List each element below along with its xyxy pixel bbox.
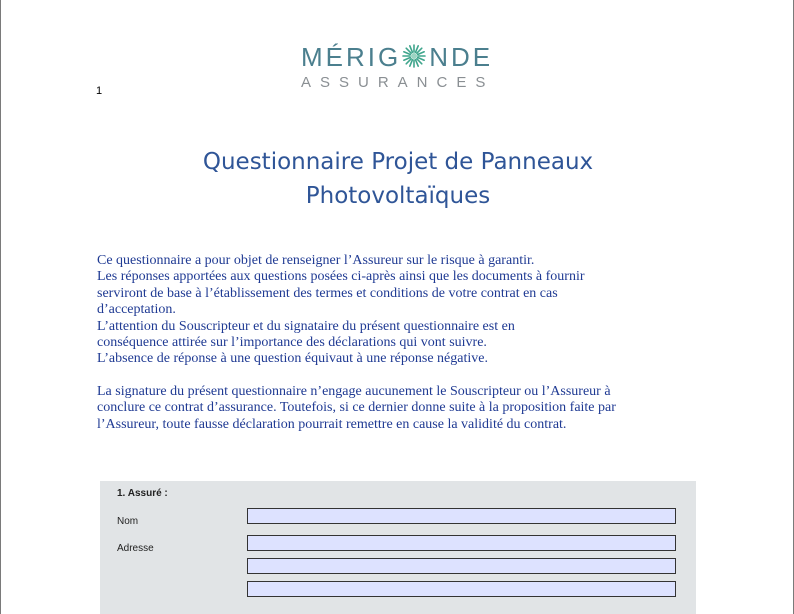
sun-icon (401, 42, 427, 70)
section-title-assure: 1. Assuré : (117, 488, 168, 499)
logo-brand-end: NDE (429, 42, 494, 72)
intro-line: d’acceptation. (97, 302, 176, 318)
paragraph-gap (97, 368, 677, 384)
notice-line: conclure ce contrat d’assurance. Toutefois, si ce dernier donne suite à la proposition faite par (97, 400, 616, 416)
nom-label: Nom (117, 516, 139, 527)
notice-line: l’Assureur, toute fausse déclaration pourrait remettre en cause la validité du contrat. (97, 416, 567, 432)
nom-input[interactable] (247, 508, 676, 524)
adresse-input-line-3[interactable] (247, 581, 676, 597)
intro-text (97, 253, 677, 433)
intro-line: L’attention du Souscripteur et du signataire du présent questionnaire est en (97, 318, 515, 334)
title-line-1: Questionnaire Projet de Panneaux (202, 149, 594, 175)
page-number: 1 (96, 85, 103, 97)
document-title (1, 145, 794, 213)
adresse-input-line-1[interactable] (247, 535, 676, 551)
intro-line: Les réponses apportées aux questions posées ci-après ainsi que les documents à fournir (97, 269, 585, 285)
logo-wordmark (301, 42, 493, 72)
logo-brand-start: MÉRIG (301, 42, 402, 72)
intro-line: serviront de base à l’établissement des termes et conditions de votre contrat en cas (97, 285, 558, 301)
logo-tagline: ASSURANCES (301, 74, 495, 91)
intro-line: conséquence attirée sur l’importance des déclarations qui vont suivre. (97, 335, 487, 351)
intro-line: L’absence de réponse à une question équivaut à une réponse négative. (97, 351, 488, 367)
adresse-input-line-2[interactable] (247, 558, 676, 574)
notice-line: La signature du présent questionnaire n’engage aucunement le Souscripteur ou l’Assureur à (97, 383, 611, 399)
insured-form-section (100, 481, 696, 614)
company-logo (297, 40, 507, 96)
title-line-2: Photovoltaïques (305, 183, 491, 209)
adresse-label: Adresse (117, 543, 154, 554)
intro-line: Ce questionnaire a pour objet de renseigner l’Assureur sur le risque à garantir. (97, 253, 535, 268)
